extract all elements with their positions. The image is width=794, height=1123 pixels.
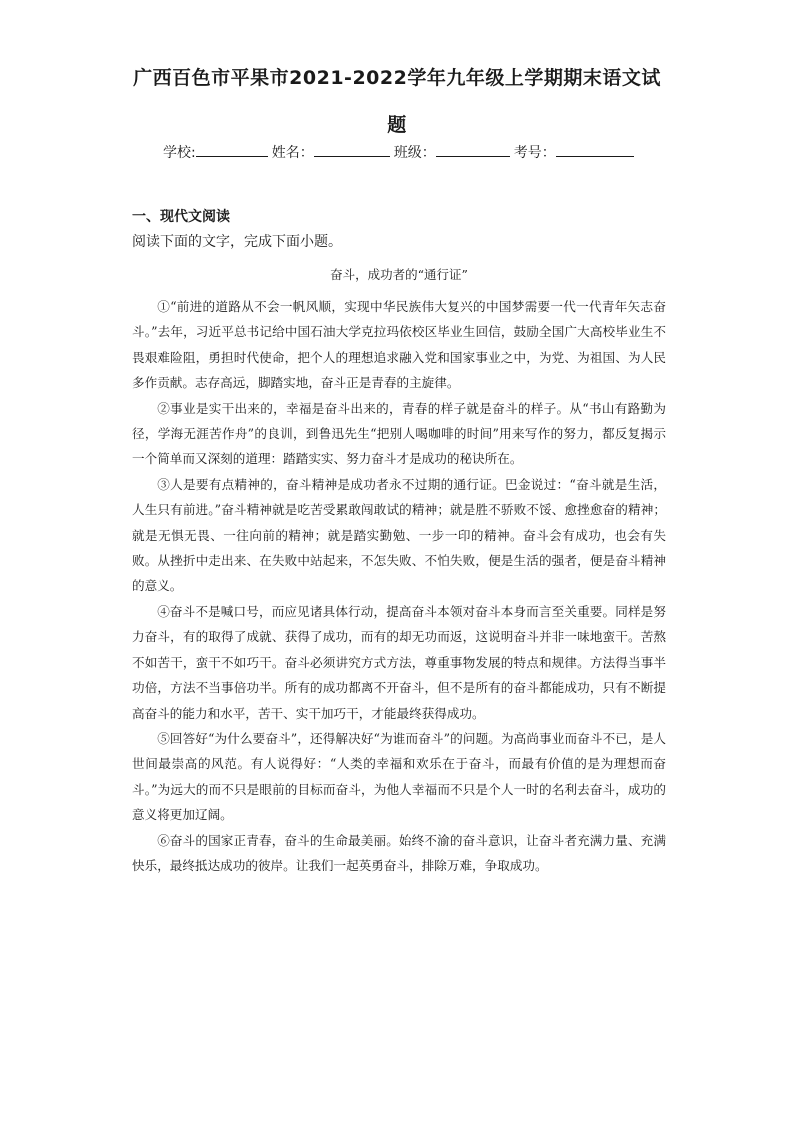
section-heading: 一、现代文阅读 — [132, 209, 230, 225]
reading-instruction: 阅读下面的文字，完成下面小题。 — [132, 234, 342, 250]
paragraph-4: ④奋斗不是喊口号，而应见诸具体行动，提高奋斗本领对奋斗本身而言至关重要。同样是努力奋斗，有的取得了成就、获得了成功，而有的却无功而返，这说明奋斗并非一味地蛮干。苦熬不如苦干，蛮干不如巧干。奋斗必须讲究方式方法，尊重事物发展的特点和规律。方法得当事半功倍，方法不当事倍功半。所有的成功都离不开奋斗，但不是所有的奋斗都能成功，只有不断提高奋斗的能力和水平，苦干、实干加巧干，才能最终获得成功。 — [132, 603, 666, 721]
paragraph-3: ③人是要有点精神的，奋斗精神是成功者永不过期的通行证。巴金说过：“奋斗就是生活，人生只有前进。”奋斗精神就是吃苦受累敢闯敢试的精神；就是胜不骄败不馁、愈挫愈奋的精神；就是无惧无畏、一往向前的精神；就是踏实勤勉、一步一印的精神。奋斗会有成功，也会有失败。从挫折中走出来、在失败中站起来，不怎失败、不怕失败，便是生活的强者，便是奋斗精神的意义。 — [132, 476, 666, 594]
school-blank — [196, 142, 268, 157]
document-title-line1: 广西百色市平果市2021-2022学年九年级上学期期末语文试 — [133, 67, 661, 89]
paragraph-1: ①“前进的道路从不会一帆风顺，实现中华民族伟大复兴的中国梦需要一代一代青年矢志奋斗。”去年，习近平总书记给中国石油大学克拉玛依校区毕业生回信，鼓励全国广大高校毕业生不畏艰难险阻，勇担时代使命，把个人的理想追求融入党和国家事业之中，为党、为祖国、为人民多作贡献。志存高远，脚踏实地，奋斗正是青春的主旋律。 — [132, 299, 666, 391]
student-info-row — [163, 142, 634, 163]
exam-number-label: 考号： — [513, 145, 556, 161]
paragraph-5: ⑤回答好“为什么要奋斗”，还得解决好“为谁而奋斗”的问题。为高尚事业而奋斗不已，是人世间最崇高的风范。有人说得好：“人类的幸福和欢乐在于奋斗，而最有价值的是为理想而奋斗。”为远大的而不只是眼前的目标而奋斗，为他人幸福而不只是个人一时的名利去奋斗，成功的意义将更加辽阔。 — [132, 730, 666, 823]
school-label: 学校: — [163, 145, 196, 161]
paragraph-6: ⑥奋斗的国家正青春，奋斗的生命最美丽。始终不渝的奋斗意识，让奋斗者充满力量、充满快乐，最终抵达成功的彼岸。让我们一起英勇奋斗，排除万难，争取成功。 — [132, 832, 666, 873]
name-blank — [314, 142, 390, 157]
class-blank — [436, 142, 510, 157]
document-title-line2: 题 — [387, 114, 407, 136]
article-body — [132, 294, 666, 878]
name-label: 姓名： — [271, 145, 314, 161]
exam-number-blank — [556, 142, 634, 157]
article-title: 奋斗，成功者的“通行证” — [330, 267, 468, 282]
class-label: 班级： — [393, 145, 436, 161]
paragraph-2: ②事业是实干出来的，幸福是奋斗出来的，青春的样子就是奋斗的样子。从“书山有路勤为径，学海无涯苦作舟”的良训，到鲁迅先生“把别人喝咖啡的时间”用来写作的努力，都反复揭示一个简单而又深刻的道理：踏踏实实、努力奋斗才是成功的秘诀所在。 — [132, 400, 666, 467]
